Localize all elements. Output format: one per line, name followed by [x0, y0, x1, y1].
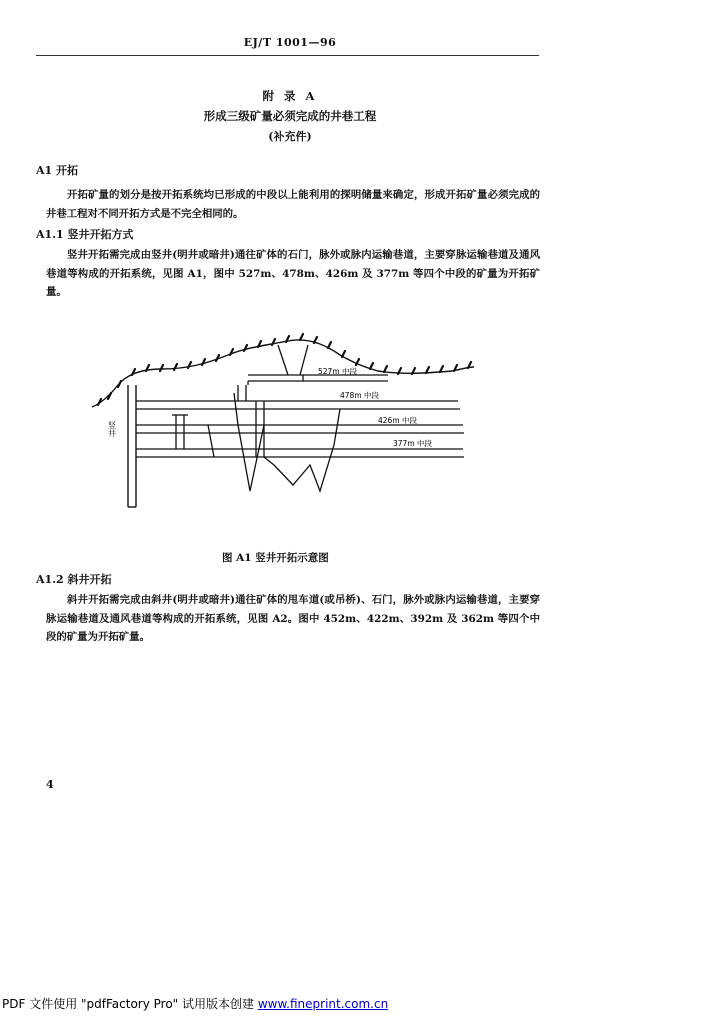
section-a1-heading: A1 开拓 — [36, 164, 79, 177]
header-rule — [36, 55, 539, 56]
appendix-note: (补充件) — [268, 130, 312, 143]
level-label-478: 478m 中段 — [340, 391, 380, 400]
standard-code-header: EJ/T 1001—96 — [243, 36, 337, 49]
page-number: 4 — [46, 778, 54, 791]
section-a1-1-heading: A1.1 竖井开拓方式 — [36, 228, 134, 241]
footer-text: PDF 文件使用 "pdfFactory Pro" 试用版本创建 — [2, 997, 258, 1011]
section-a1-1-paragraph: 竖井开拓需完成由竖井(明井或暗井)通往矿体的石门，脉外或脉内运输巷道，主要穿脉运输巷道及通风巷道等构成的开拓系统，见图 A1，图中 527m、478m、426m 及 377m 等四个中段的矿量为开拓矿量。 — [46, 249, 540, 298]
section-a1-2-paragraph: 斜井开拓需完成由斜井(明井或暗井)通往矿体的甩车道(或吊桥)、石门，脉外或脉内运输巷道，主要穿脉运输巷道及通风巷道等构成的开拓系统，见图 A2。图中 452m、422m、392m 及 362m 等四个中段的矿量为开拓矿量。 — [46, 594, 540, 643]
footer-link[interactable]: www.fineprint.com.cn — [257, 997, 389, 1011]
ground-surface — [92, 340, 474, 407]
level-label-377: 377m 中段 — [393, 439, 433, 448]
appendix-title: 形成三级矿量必须完成的井巷工程 — [203, 109, 377, 123]
level-label-527: 527m 中段 — [318, 367, 358, 376]
section-a1-paragraph: 开拓矿量的划分是按开拓系统均已形成的中段以上能利用的探明储量来确定，形成开拓矿量必须完成的井巷工程对不同开拓方式是不完全相同的。 — [46, 189, 540, 220]
appendix-label: 附 录 A — [262, 89, 318, 103]
level-label-426: 426m 中段 — [378, 416, 418, 425]
figure-caption: 图 A1 竖井开拓示意图 — [222, 552, 329, 564]
shaft-label: 竖井 — [107, 421, 117, 437]
pdf-footer — [2, 995, 388, 1012]
shaft-development-diagram — [88, 325, 480, 510]
vertical-shaft — [128, 385, 136, 507]
section-a1-2-heading: A1.2 斜井开拓 — [36, 573, 112, 586]
